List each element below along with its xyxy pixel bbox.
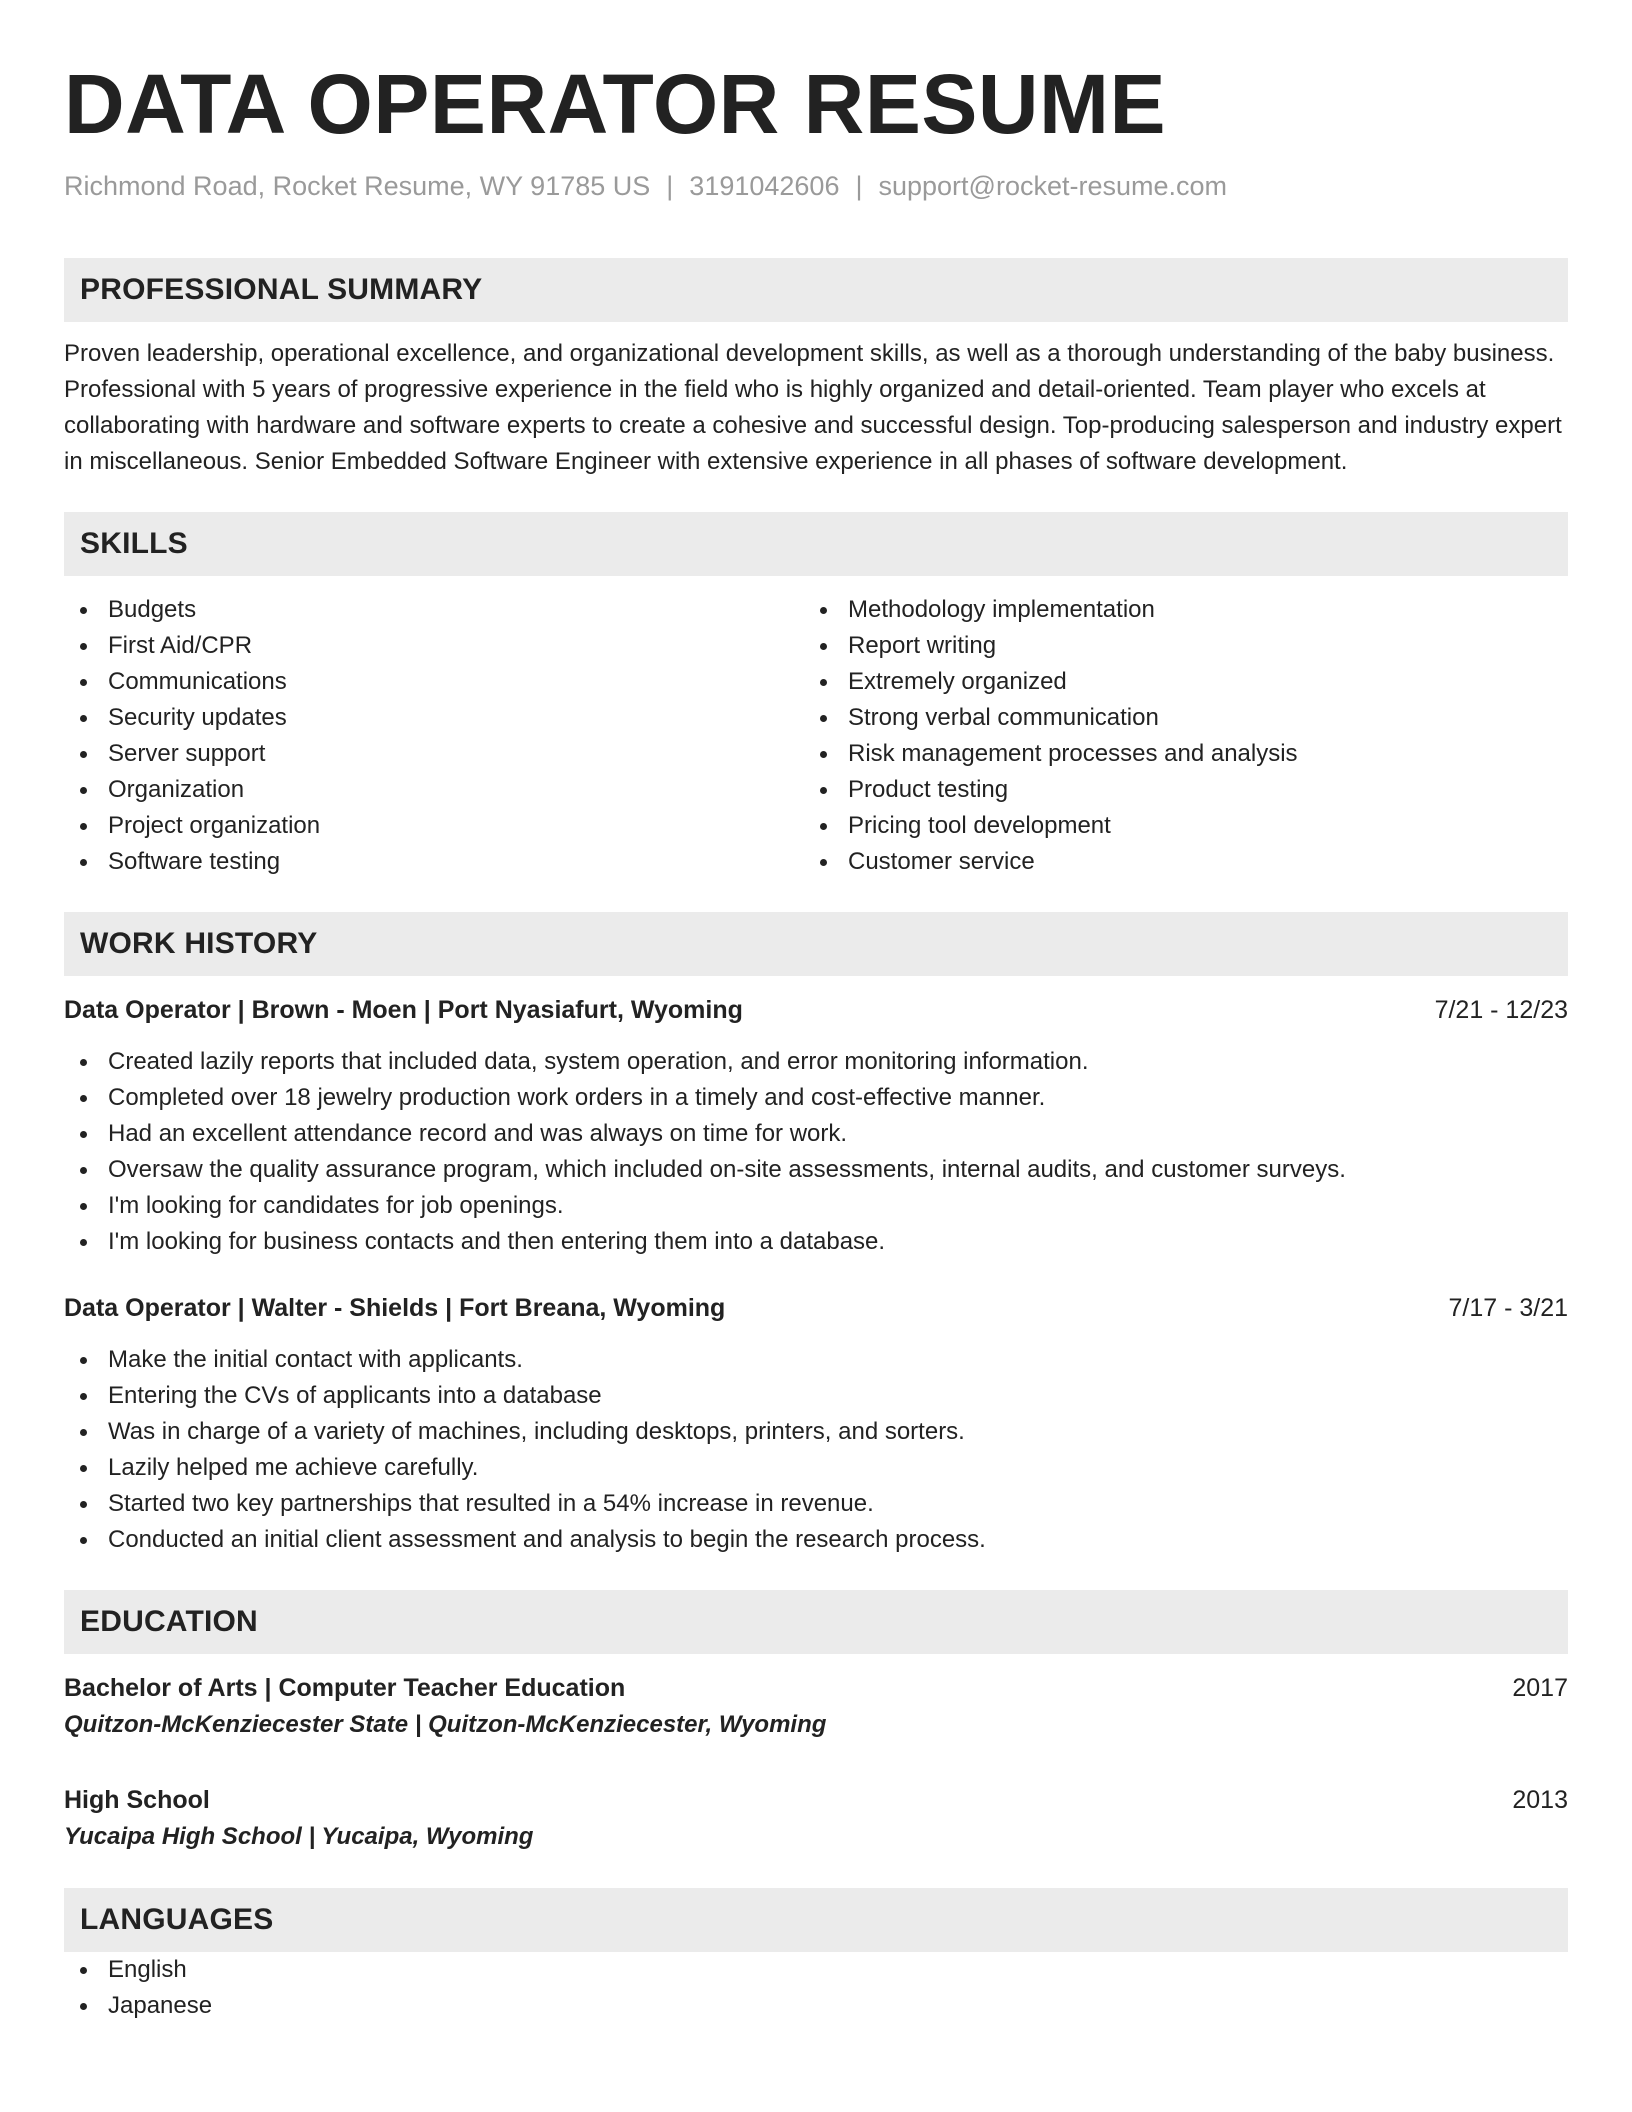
skill-item: Project organization (64, 808, 804, 844)
languages-list (64, 1952, 1568, 2024)
skill-item: Communications (64, 664, 804, 700)
skill-item: Software testing (64, 844, 804, 880)
education-school: Yucaipa High School | Yucaipa, Wyoming (64, 1823, 534, 1850)
contact-address: Richmond Road, Rocket Resume, WY 91785 US (64, 171, 651, 201)
skill-item: Risk management processes and analysis (804, 736, 1544, 772)
education-entry (64, 1782, 1568, 1856)
skill-item: Methodology implementation (804, 592, 1544, 628)
skill-item: Report writing (804, 628, 1544, 664)
skills-heading: SKILLS (64, 512, 1568, 576)
skill-item: Budgets (64, 592, 804, 628)
job-bullet: Had an excellent attendance record and was always on time for work. (64, 1116, 1568, 1152)
job-header (64, 992, 1568, 1028)
skill-item: Organization (64, 772, 804, 808)
education-year: 2017 (1512, 1674, 1568, 1702)
education-heading: EDUCATION (64, 1590, 1568, 1654)
job-bullet: Make the initial contact with applicants. (64, 1342, 1568, 1378)
skill-item: Strong verbal communication (804, 700, 1544, 736)
contact-separator: | (855, 171, 863, 201)
skill-item: Extremely organized (804, 664, 1544, 700)
job-bullet: Lazily helped me achieve carefully. (64, 1450, 1568, 1486)
job-bullet: Was in charge of a variety of machines, including desktops, printers, and sorters. (64, 1414, 1568, 1450)
language-item: Japanese (64, 1988, 1568, 2024)
contact-phone: 3191042606 (689, 171, 840, 201)
skill-item: Server support (64, 736, 804, 772)
education-header (64, 1670, 1568, 1706)
contact-email: support@rocket-resume.com (878, 171, 1228, 201)
job-title: Data Operator | Brown - Moen | Port Nyasiafurt, Wyoming (64, 996, 743, 1024)
skill-item: Product testing (804, 772, 1544, 808)
job-dates: 7/21 - 12/23 (1434, 996, 1568, 1024)
job-dates: 7/17 - 3/21 (1448, 1294, 1568, 1322)
work-history-heading: WORK HISTORY (64, 912, 1568, 976)
education-year: 2013 (1512, 1786, 1568, 1814)
job-bullet: Created lazily reports that included data, system operation, and error monitoring information. (64, 1044, 1568, 1080)
education-school: Quitzon-McKenziecester State | Quitzon-McKenziecester, Wyoming (64, 1711, 827, 1738)
education-degree: Bachelor of Arts | Computer Teacher Education (64, 1674, 626, 1702)
skills-list-left (64, 592, 804, 880)
languages-heading: LANGUAGES (64, 1888, 1568, 1952)
job-bullets (64, 1342, 1568, 1558)
resume-title: DATA OPERATOR RESUME (64, 57, 1167, 151)
job-bullet: Conducted an initial client assessment and analysis to begin the research process. (64, 1522, 1568, 1558)
skills-list-right (804, 592, 1544, 880)
job-title: Data Operator | Walter - Shields | Fort Breana, Wyoming (64, 1294, 726, 1322)
contact-line (64, 168, 1568, 204)
education-degree: High School (64, 1786, 210, 1814)
job-bullet: Entering the CVs of applicants into a database (64, 1378, 1568, 1414)
language-item: English (64, 1952, 1568, 1988)
skill-item: Customer service (804, 844, 1544, 880)
summary-text: Proven leadership, operational excellence, and organizational development skills, as well as a thorough understanding of the baby business. Professional with 5 years of progressive experience in the field who is highly organized and detail-oriented. Team player who excels at collaborating with hardware and software experts to create a cohesive and successful design. Top-producing salesperson and industry expert in miscellaneous. Senior Embedded Software Engineer with extensive experience in all phases of software development. (64, 340, 1562, 475)
job-bullet: Completed over 18 jewelry production work orders in a timely and cost-effective manner. (64, 1080, 1568, 1116)
job-bullet: I'm looking for business contacts and then entering them into a database. (64, 1224, 1568, 1260)
job-bullet: Oversaw the quality assurance program, which included on-site assessments, internal audits, and customer surveys. (64, 1152, 1568, 1188)
skill-item: First Aid/CPR (64, 628, 804, 664)
job-bullets (64, 1044, 1568, 1260)
education-entry (64, 1670, 1568, 1744)
skill-item: Pricing tool development (804, 808, 1544, 844)
job-bullet: I'm looking for candidates for job openings. (64, 1188, 1568, 1224)
job-entry (64, 992, 1568, 1260)
skills-grid (64, 592, 1568, 880)
summary-heading: PROFESSIONAL SUMMARY (64, 258, 1568, 322)
job-bullet: Started two key partnerships that resulted in a 54% increase in revenue. (64, 1486, 1568, 1522)
job-entry (64, 1290, 1568, 1558)
skill-item: Security updates (64, 700, 804, 736)
contact-separator: | (666, 171, 674, 201)
job-header (64, 1290, 1568, 1326)
education-header (64, 1782, 1568, 1818)
